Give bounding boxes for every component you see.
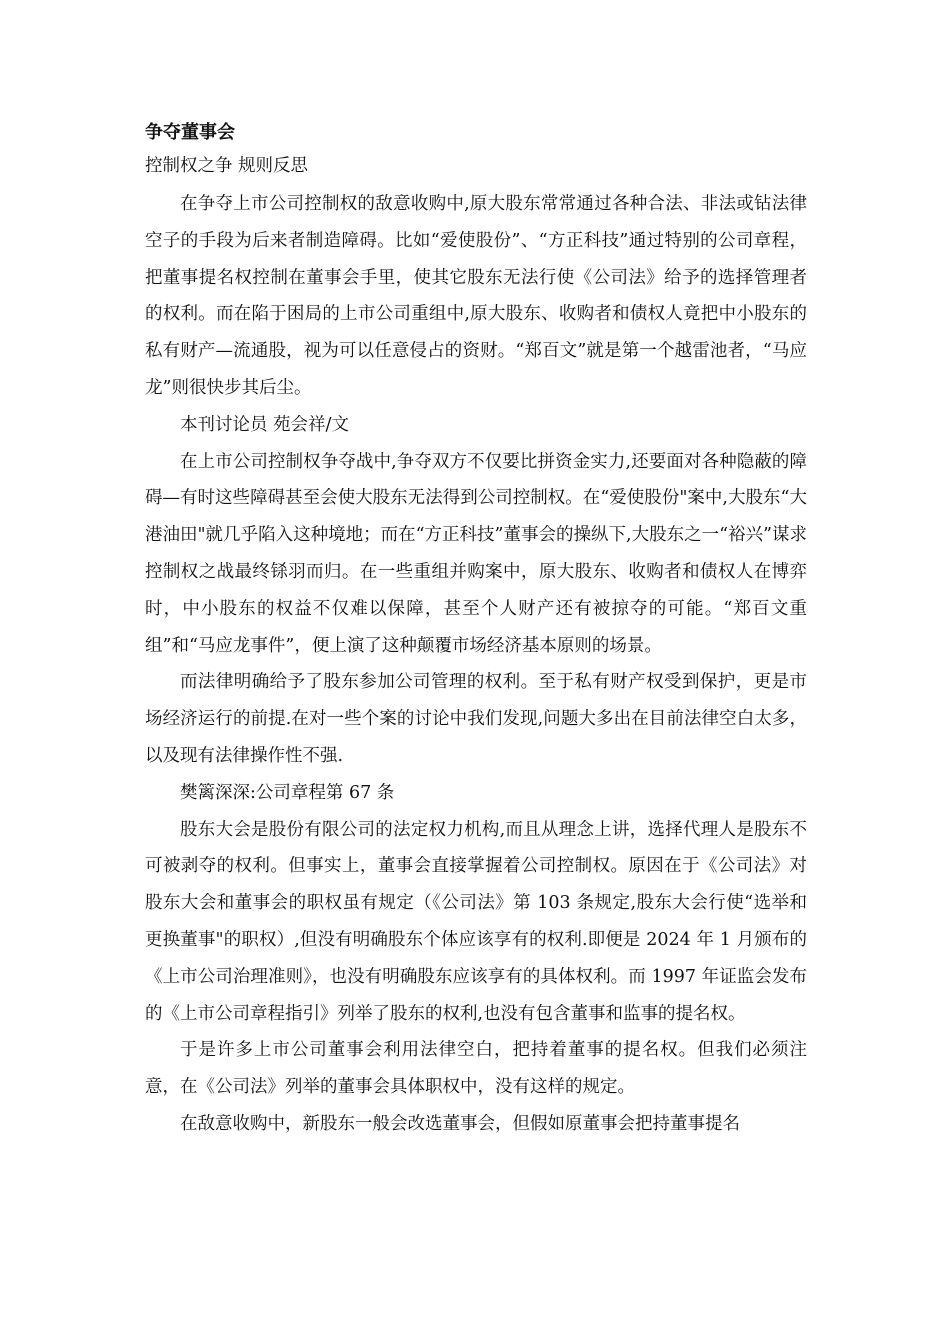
section-heading-article-67: 樊篱深深:公司章程第 67 条: [180, 782, 395, 803]
document-subtitle: 控制权之争 规则反思: [145, 156, 309, 176]
document-title: 争夺董事会: [145, 122, 235, 143]
paragraph-hostile-takeover: 在敌意收购中，新股东一般会改选董事会，但假如原董事会把持董事提名: [180, 1113, 740, 1134]
paragraph-nomination-right: 于是许多上市公司董事会利用法律空白，把持着董事的提名权。但我们必须注意，在《公司法》列举的董事会具体职权中，没有这样的规定。: [145, 1040, 807, 1098]
document-page: [145, 118, 807, 1143]
paragraph-intro: 在争夺上市公司控制权的敌意收购中,原大股东常常通过各种合法、非法或钻法律空子的手段为后来者制造障碍。比如“爱使股份”、“方正科技”通过特别的公司章程，把董事提名权控制在董事会手里，使其它股东无法行使《公司法》给予的选择管理者的权利。而在陷于困局的上市公司重组中,原大股东、收购者和债权人竟把中小股东的私有财产—流通股，视为可以任意侵占的资财。“郑百文”就是第一个越雷池者，“马应龙”则很快步其后尘。: [145, 194, 807, 398]
paragraph-law-rights: 而法律明确给予了股东参加公司管理的权利。至于私有财产权受到保护，更是市场经济运行的前提.在对一些个案的讨论中我们发现,问题大多出在目前法律空白太多，以及现有法律操作性不强.: [145, 672, 807, 766]
paragraph-shareholder-meeting: 股东大会是股份有限公司的法定权力机构,而且从理念上讲，选择代理人是股东不可被剥夺的权利。但事实上，董事会直接掌握着公司控制权。原因在于《公司法》对股东大会和董事会的职权虽有规定（《公司法》第 103 条规定,股东大会行使“选举和更换董事"的职权）,但没有明确股东个体应该享有的权利.即便是 2024 年 1 月颁布的《上市公司治理准则》，也没有明确股东应该享有的具体权利。而 1997 年证监会发布的《上市公司章程指引》列举了股东的权利,也没有包含董事和监事的提名权。: [145, 819, 807, 1024]
author-line: 本刊讨论员 苑会祥/文: [180, 414, 349, 435]
paragraph-control-battle: 在上市公司控制权争夺战中,争夺双方不仅要比拼资金实力,还要面对各种隐蔽的障碍—有时这些障碍甚至会使大股东无法得到公司控制权。在“爱使股份"案中,大股东“大港油田"就几乎陷入这种境地；而在“方正科技”董事会的操纵下,大股东之一“裕兴”谋求控制权之战最终铩羽而归。在一些重组并购案中，原大股东、收购者和债权人在博弈时，中小股东的权益不仅难以保障，甚至个人财产还有被掠夺的可能。“郑百文重组”和“马应龙事件”，便上演了这种颠覆市场经济基本原则的场景。: [145, 451, 807, 656]
